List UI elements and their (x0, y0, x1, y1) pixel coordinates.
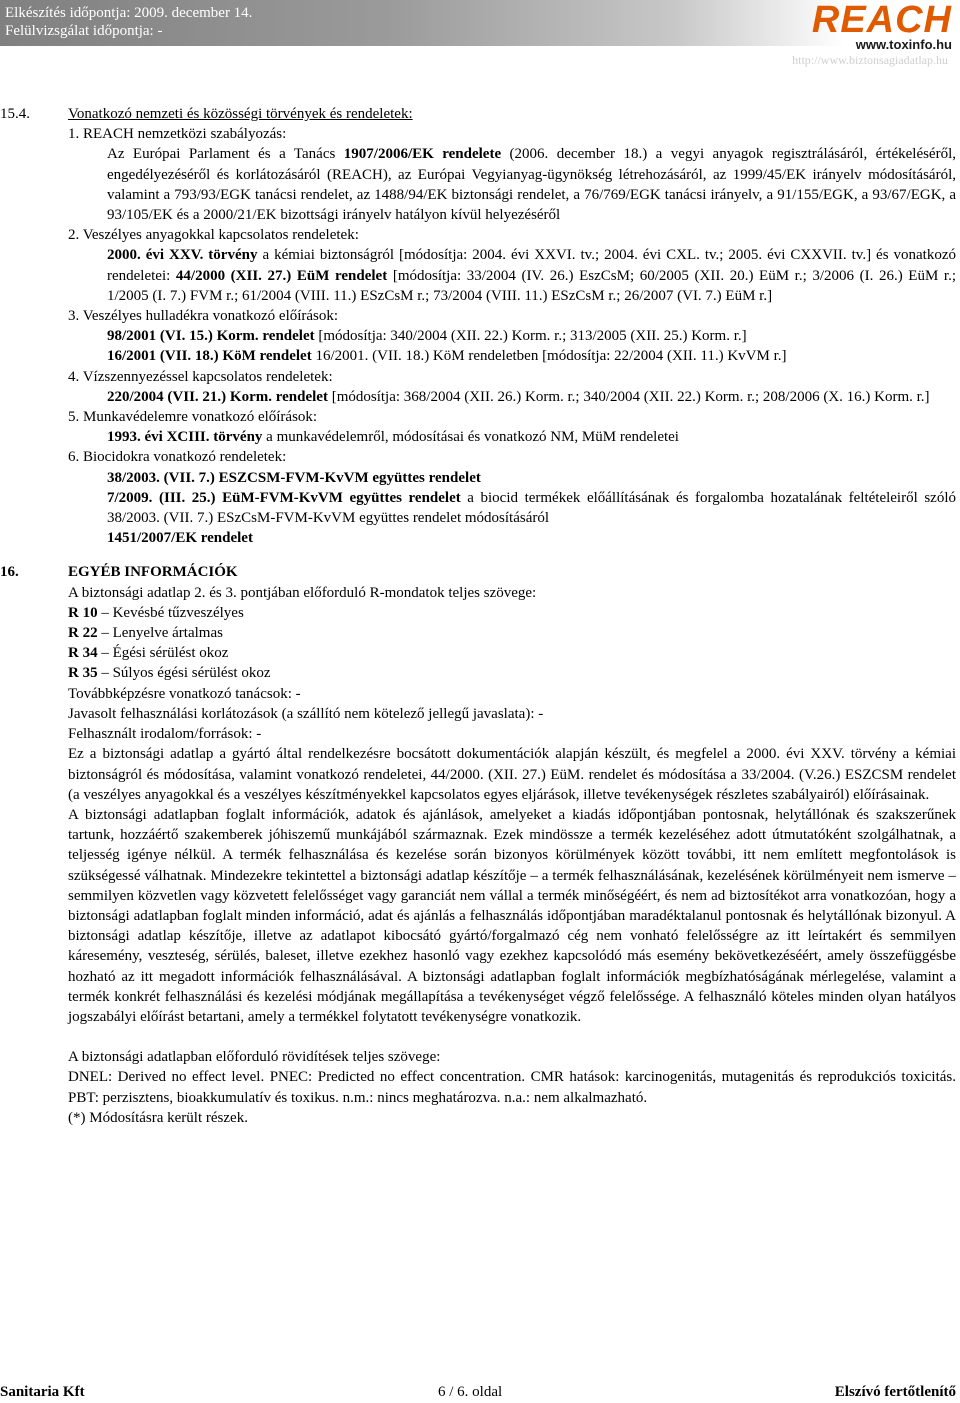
item-5-title: 5. Munkavédelemre vonatkozó előírások: (68, 409, 318, 426)
section-title: Vonatkozó nemzeti és közösségi törvények és rendeletek: (68, 106, 413, 122)
site-url: http://www.biztonsagiadatlap.hu (792, 53, 948, 67)
r-text: – Súlyos égési sérülést okoz (97, 665, 271, 682)
page-header (0, 0, 960, 70)
r-code: R 34 (68, 645, 98, 662)
regulation-ref: 44/2000 (XII. 27.) EüM rendelet (175, 267, 388, 284)
item-6-text-c: 1451/2007/EK rendelet (107, 530, 253, 547)
company-name: Sanitaria Kft (0, 1384, 85, 1400)
prep-date: Elkészítés időpontja: 2009. december 14. (5, 5, 253, 21)
item-3-text-b (0, 346, 960, 366)
r-code: R 10 (68, 604, 98, 621)
document-body (0, 104, 960, 1128)
r-text: – Kevésbé tűzveszélyes (97, 604, 244, 621)
text-run: [módosítja: 340/2004 (XII. 22.) Korm. r.; 313/2005 (XII. 25.) Korm. r.] (314, 328, 747, 345)
r-phrase (0, 623, 960, 643)
text-run: [módosítja: 33/2004 (IV. 26.) EszCsM; 60/2005 (XII. 20.) EüM r.; 3/2006 (I. 26.) EüM r.; 1/2005 (I. 7.) FVM r.; 61/2004 (VIII. 11.) ESzCsM r.; 73/2004 (VIII. 11.) ESzCsM r.; 26/2007 (VI. 7.) EüM r.] (107, 267, 956, 304)
sources-note: Felhasznált irodalom/források: - (68, 726, 262, 743)
item-3-text-a (0, 326, 960, 346)
text-run: a munkavédelemről, módosításai és vonatkozó NM, MüM rendeletei (262, 429, 679, 446)
item-4-text (0, 387, 960, 407)
item-1-text (0, 144, 960, 225)
regulation-ref: 2000. évi XXV. törvény (107, 247, 258, 264)
review-date: Felülvizsgálat időpontja: - (5, 23, 163, 39)
item-2-text (0, 245, 960, 306)
item-1-title: 1. REACH nemzetközi szabályozás: (68, 126, 287, 143)
r-phrases-intro: A biztonsági adatlap 2. és 3. pontjában előforduló R-mondatok teljes szövege: (68, 584, 537, 601)
regulation-ref: 98/2001 (VI. 15.) Korm. rendelet (107, 328, 315, 345)
header-dates (5, 4, 252, 40)
r-phrase (0, 643, 960, 663)
r-phrase (0, 663, 960, 683)
disclaimer-paragraph: A biztonsági adatlapban foglalt információk, adatok és ajánlások, amelyeket a kiadás időpontjában pontosnak, helytállónak és szakszerűnek tartunk, hozzáértő szakemberek jóhiszemű munkájából származnak. Ezek mindössze a termék kezeléséhez adott útmutatóként szolgálhatnak, a teljesség igénye nélkül. A termék felhasználása és kezelése során bizonyos körülmények között további, itt nem említett megfontolások is szükségessé válhatnak. Mindezekre tekintettel a biztonsági adatlap készítője – a termék felhasználásának, kezelésének körülményeit nem ismerve – semmilyen közvetlen vagy közvetett felelősséget vagy garanciát nem vállal a termék minőségéért, és nem ad biztosítékot arra vonatkozóan, hogy a biztonsági adatlapban foglalt minden információ, adat és ajánlás a felhasználás időpontjában maradéktalanul pontosnak és helytállónak bizonyul. A biztonsági adatlap készítője, illetve az adatlapot kibocsátó gyártó/forgalmazó cég nem vonható felelősségre az itt leírtakért és semmilyen káresemény, veszteség, sérülés, baleset, illetve ezekhez hasonló vagy ezekhez kapcsolódó más esemény bekövetkezéséért, amely összefüggésbe hozható az itt megadott információk felhasználásával. A biztonsági adatlapban foglalt információk megbízhatóságának mérlegelése, valamint a termék konkrét felhasználási és kezelési módjának megállapítása a tevékenységet végző felelőssége. A felhasználó köteles minden olyan hatályos jogszabályi előírást betartani, amely a termékkel folytatott tevékenységre vonatkozik. (68, 806, 956, 1025)
reach-logo (777, 2, 952, 50)
section-15-4-heading (0, 104, 960, 124)
item-6-text-b (0, 488, 960, 528)
regulation-ref: 220/2004 (VII. 21.) Korm. rendelet (107, 388, 328, 405)
abbreviations-title: A biztonsági adatlapban előforduló rövidítések teljes szövege: (68, 1049, 441, 1066)
regulation-ref: 16/2001 (VII. 18.) KöM rendelet (107, 348, 312, 365)
section-number: 15.4. (0, 106, 30, 122)
regulation-ref: 1993. évi XCIII. törvény (107, 429, 263, 446)
item-6-text-a: 38/2003. (VII. 7.) ESZCSM-FVM-KvVM együttes rendelet (107, 469, 481, 486)
section-title: EGYÉB INFORMÁCIÓK (68, 564, 238, 581)
item-2-title: 2. Veszélyes anyagokkal kapcsolatos rendeletek: (68, 227, 359, 244)
item-5-text (0, 427, 960, 447)
training-note: Továbbképzésre vonatkozó tanácsok: - (68, 685, 301, 702)
abbreviations-text: DNEL: Derived no effect level. PNEC: Predicted no effect concentration. CMR hatások: karcinogenitás, mutagenitás és reprodukciós toxicitás. PBT: perzisztens, bioakkumulatív és toxikus. n.m.: nincs meghatározva. n.a.: nem alkalmazható. (68, 1069, 956, 1106)
item-6-title: 6. Biocidokra vonatkozó rendeletek: (68, 449, 287, 466)
item-3-title: 3. Veszélyes hulladékra vonatkozó előírások: (68, 308, 339, 325)
logo-url: www.toxinfo.hu (855, 37, 952, 52)
r-text: – Lenyelve ártalmas (97, 625, 223, 642)
spacer (0, 1027, 960, 1047)
product-name: Elszívó fertőtlenítő (834, 1384, 956, 1400)
r-text: – Égési sérülést okoz (97, 645, 229, 662)
r-code: R 22 (68, 625, 98, 642)
page-number: 6 / 6. oldal (438, 1384, 503, 1400)
restrictions-note: Javasolt felhasználási korlátozások (a szállító nem kötelező jellegű javaslata): - (68, 705, 544, 722)
text-run: a kémiai biztonságról [módosítja: 2004. évi XXVI. tv.; 2004. évi CXL. tv.; 2005. évi CXXVII. tv.] és vonatkozó rendeletei: (107, 247, 956, 284)
r-phrase (0, 603, 960, 623)
logo-text: REACH (811, 0, 952, 41)
text-run: (2006. december 18.) a vegyi anyagok regisztrálásáról, értékeléséről, engedélyezéséről és korlátozásáról (REACH), az Európai Vegyianyag-ügynökség létrehozásáról, az 1999/45/EK irányelv módosításáról, valamint a 793/93/EGK tanácsi rendelet, az 1488/94/EK biztonsági rendelet, a 76/769/EGK tanácsi irányelv, a 91/155/EGK, a 93/67/EGK, a 93/105/EK és a 2000/21/EK bizottsági irányelv hatályon kívül helyezéséről (107, 146, 957, 224)
text-run: [módosítja: 368/2004 (XII. 26.) Korm. r.; 340/2004 (XII. 22.) Korm. r.; 208/2006 (X. 16.) Korm. r.] (327, 388, 930, 405)
section-number: 16. (0, 564, 19, 581)
text-run: Az Európai Parlament és a Tanács (107, 146, 344, 163)
compliance-paragraph: Ez a biztonsági adatlap a gyártó által rendelkezésre bocsátott dokumentációk alapján készült, és megfelel a 2000. évi XXV. törvény a kémiai biztonságról és módosítása, valamint vonatkozó rendeletei, 44/2000. (XII. 27.) EüM. rendelet és módosítása a 33/2004. (V.26.) ESZCSM rendelet (a veszélyes anyagokkal és a veszélyes készítményekkel kapcsolatos egyes eljárások, illetve tevékenységek részletes szabályairól) előírásainak. (68, 746, 956, 803)
r-code: R 35 (68, 665, 98, 682)
regulation-ref: 7/2009. (III. 25.) EüM-FVM-KvVM együttes rendelet (107, 489, 461, 506)
regulation-ref: 1907/2006/EK rendelete (343, 146, 502, 163)
text-run: 16/2001. (VII. 18.) KöM rendeletben [módosítja: 22/2004 (XII. 11.) KvVM r.] (311, 348, 787, 365)
section-16-heading (0, 562, 960, 582)
item-4-title: 4. Vízszennyezéssel kapcsolatos rendeletek: (68, 368, 333, 385)
text-run: a biocid termékek előállításának és forgalomba hozatalának feltételeiről szóló 38/2003. (VII. 7.) ESzCsM-FVM-KvVM együttes rendelet módosításáról (107, 489, 956, 527)
modification-note: (*) Módosításra került részek. (68, 1109, 248, 1126)
